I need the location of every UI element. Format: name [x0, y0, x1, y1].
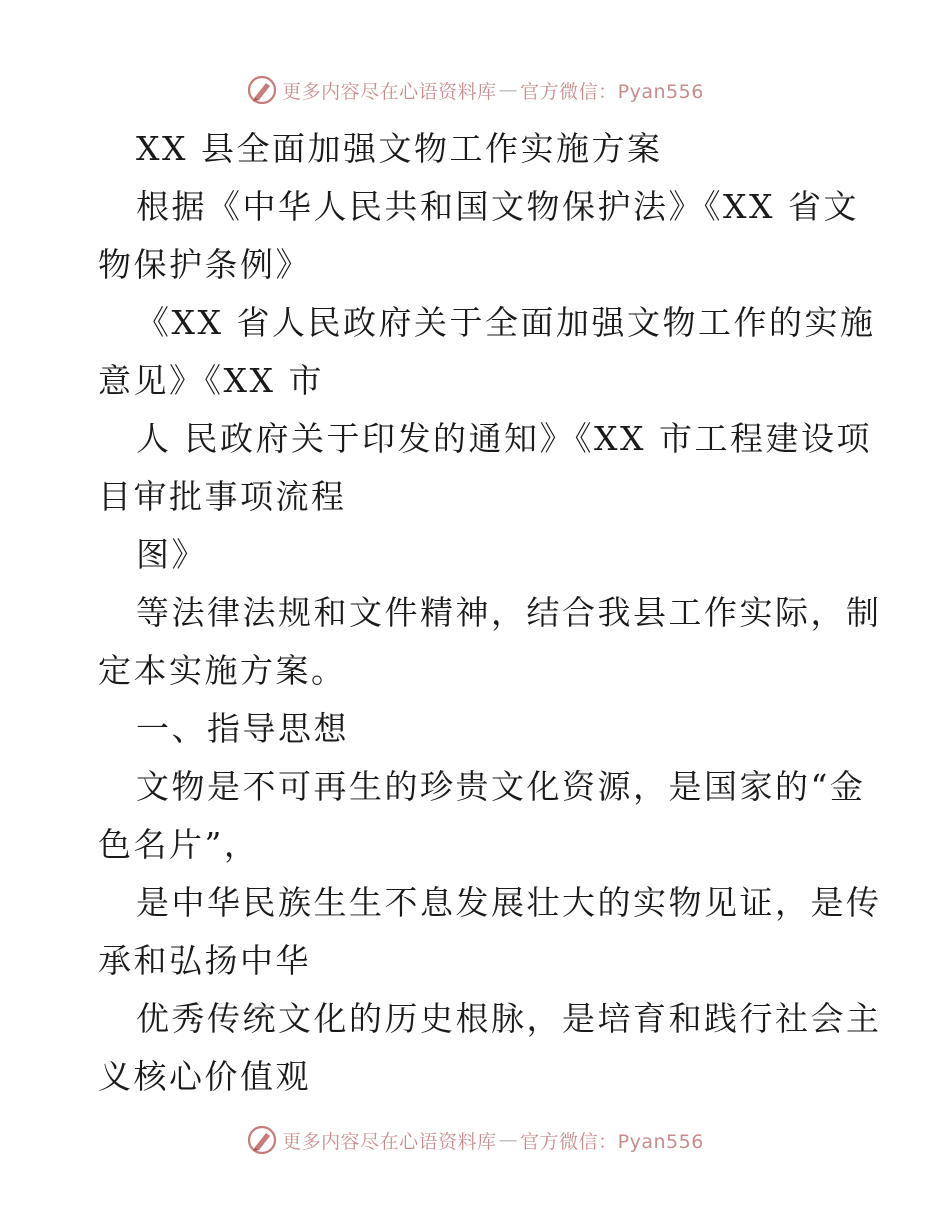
text-line: 等法律法规和文件精神，结合我县工作实际，制: [136, 593, 882, 632]
text-line: 人 民政府关于印发的通知》《XX 市工程建设项: [136, 419, 872, 458]
text-line: 图》: [136, 535, 207, 574]
text-line: 承和弘扬中华: [98, 941, 311, 980]
watermark-separator: —: [498, 1129, 519, 1151]
watermark-header: [0, 70, 950, 110]
text-line: 目审批事项流程: [98, 477, 347, 516]
text-line: 意见》《XX 市: [98, 361, 324, 400]
text-line: 义核心价值观: [98, 1057, 311, 1096]
watermark-text: 更多内容尽在心语资料库: [282, 80, 497, 103]
text-line: 物保护条例》: [98, 245, 311, 284]
pen-logo-icon: [246, 1124, 278, 1156]
text-line: 优秀传统文化的历史根脉，是培育和践行社会主: [136, 999, 882, 1038]
text-line: 色名片”，: [98, 825, 260, 864]
text-line: 《XX 省人民政府关于全面加强文物工作的实施: [136, 303, 876, 342]
watermark-separator: —: [498, 79, 519, 101]
text-line: 定本实施方案。: [98, 651, 347, 690]
text-line: 根据《中华人民共和国文物保护法》《XX 省文: [136, 187, 859, 226]
document-title: XX 县全面加强文物工作实施方案: [136, 129, 663, 168]
watermark-handle: 官方微信：Pyan556: [520, 1130, 704, 1153]
document-body: [98, 120, 882, 1106]
watermark-text: 更多内容尽在心语资料库: [282, 1130, 497, 1153]
text-line: 是中华民族生生不息发展壮大的实物见证，是传: [136, 883, 882, 922]
watermark-footer: [0, 1120, 950, 1160]
section-heading: 一、指导思想: [136, 709, 349, 748]
text-line: 文物是不可再生的珍贵文化资源，是国家的“金: [136, 767, 866, 806]
pen-logo-icon: [246, 74, 278, 106]
watermark-handle: 官方微信：Pyan556: [520, 80, 704, 103]
